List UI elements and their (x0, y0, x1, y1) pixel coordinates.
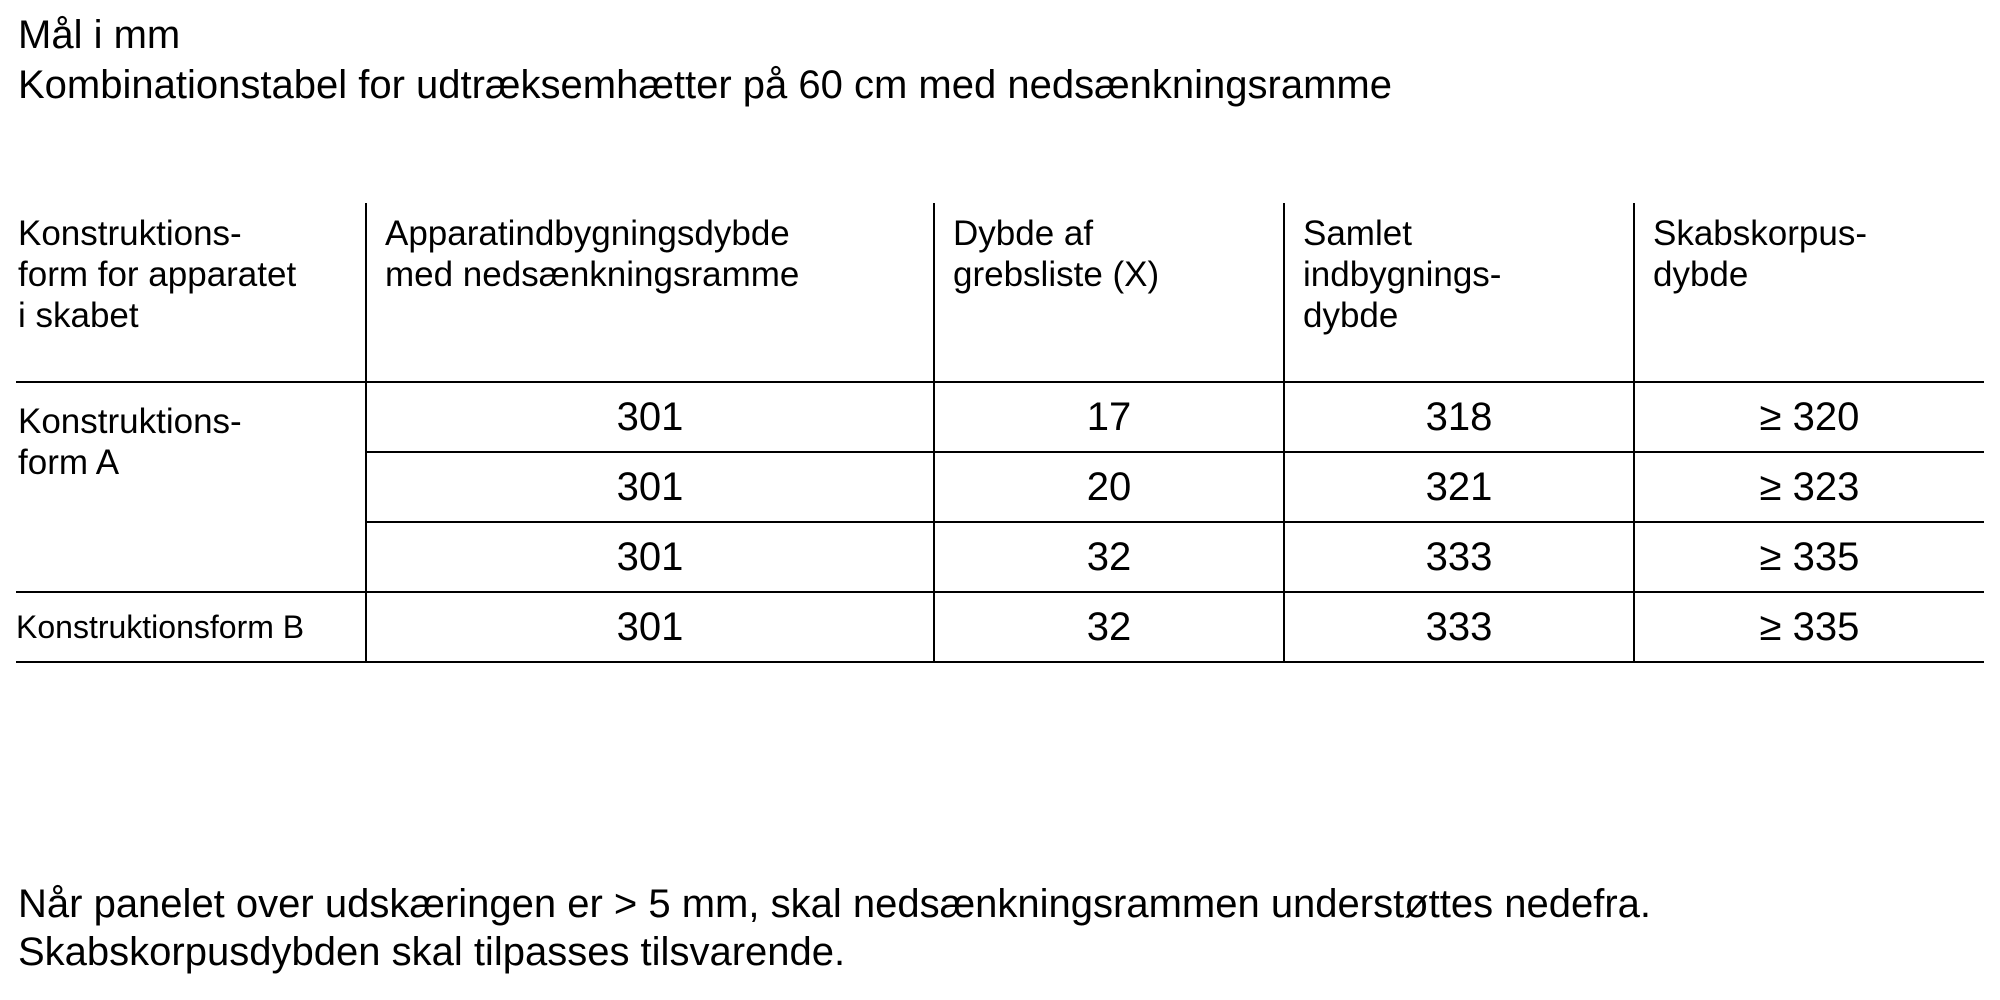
table-cell: 20 (934, 452, 1284, 522)
footnote (18, 880, 1651, 976)
table-row (16, 382, 1984, 452)
column-header-handle-depth: Dybde af grebsliste (X) (934, 203, 1284, 382)
construction-form-a: Konstruktions- form A (16, 382, 366, 592)
unit-label: Mål i mm (18, 13, 181, 57)
column-header-installation-depth: Apparatindbygningsdybde med nedsænkningsramme (366, 203, 934, 382)
table-cell: ≥ 323 (1634, 452, 1984, 522)
table-cell: 318 (1284, 382, 1634, 452)
footnote-line-1: Når panelet over udskæringen er > 5 mm, skal nedsænkningsrammen understøttes nedefra. (18, 882, 1652, 926)
column-header-cabinet-depth: Skabskorpus- dybde (1634, 203, 1984, 382)
table-cell: 333 (1284, 522, 1634, 592)
table-cell: ≥ 320 (1634, 382, 1984, 452)
table-cell: ≥ 335 (1634, 522, 1984, 592)
table-cell: 301 (366, 452, 934, 522)
table-cell: 301 (366, 592, 934, 662)
table-cell: 17 (934, 382, 1284, 452)
table-row (16, 592, 1984, 662)
table-header-row (16, 203, 1984, 382)
table-title: Kombinationstabel for udtræksemhætter på 60 cm med nedsænkningsramme (18, 63, 1392, 107)
table-cell: 32 (934, 522, 1284, 592)
table-cell: 333 (1284, 592, 1634, 662)
footnote-line-2: Skabskorpusdybden skal tilpasses tilsvarende. (18, 930, 846, 974)
construction-form-b: Konstruktionsform B (16, 592, 366, 662)
column-header-construction-form: Konstruktions- form for apparatet i skabet (16, 203, 366, 382)
combination-table (16, 203, 1984, 663)
table-cell: 301 (366, 522, 934, 592)
table-cell: 32 (934, 592, 1284, 662)
table-cell: 301 (366, 382, 934, 452)
table-cell: ≥ 335 (1634, 592, 1984, 662)
table-cell: 321 (1284, 452, 1634, 522)
column-header-total-depth: Samlet indbygnings- dybde (1284, 203, 1634, 382)
